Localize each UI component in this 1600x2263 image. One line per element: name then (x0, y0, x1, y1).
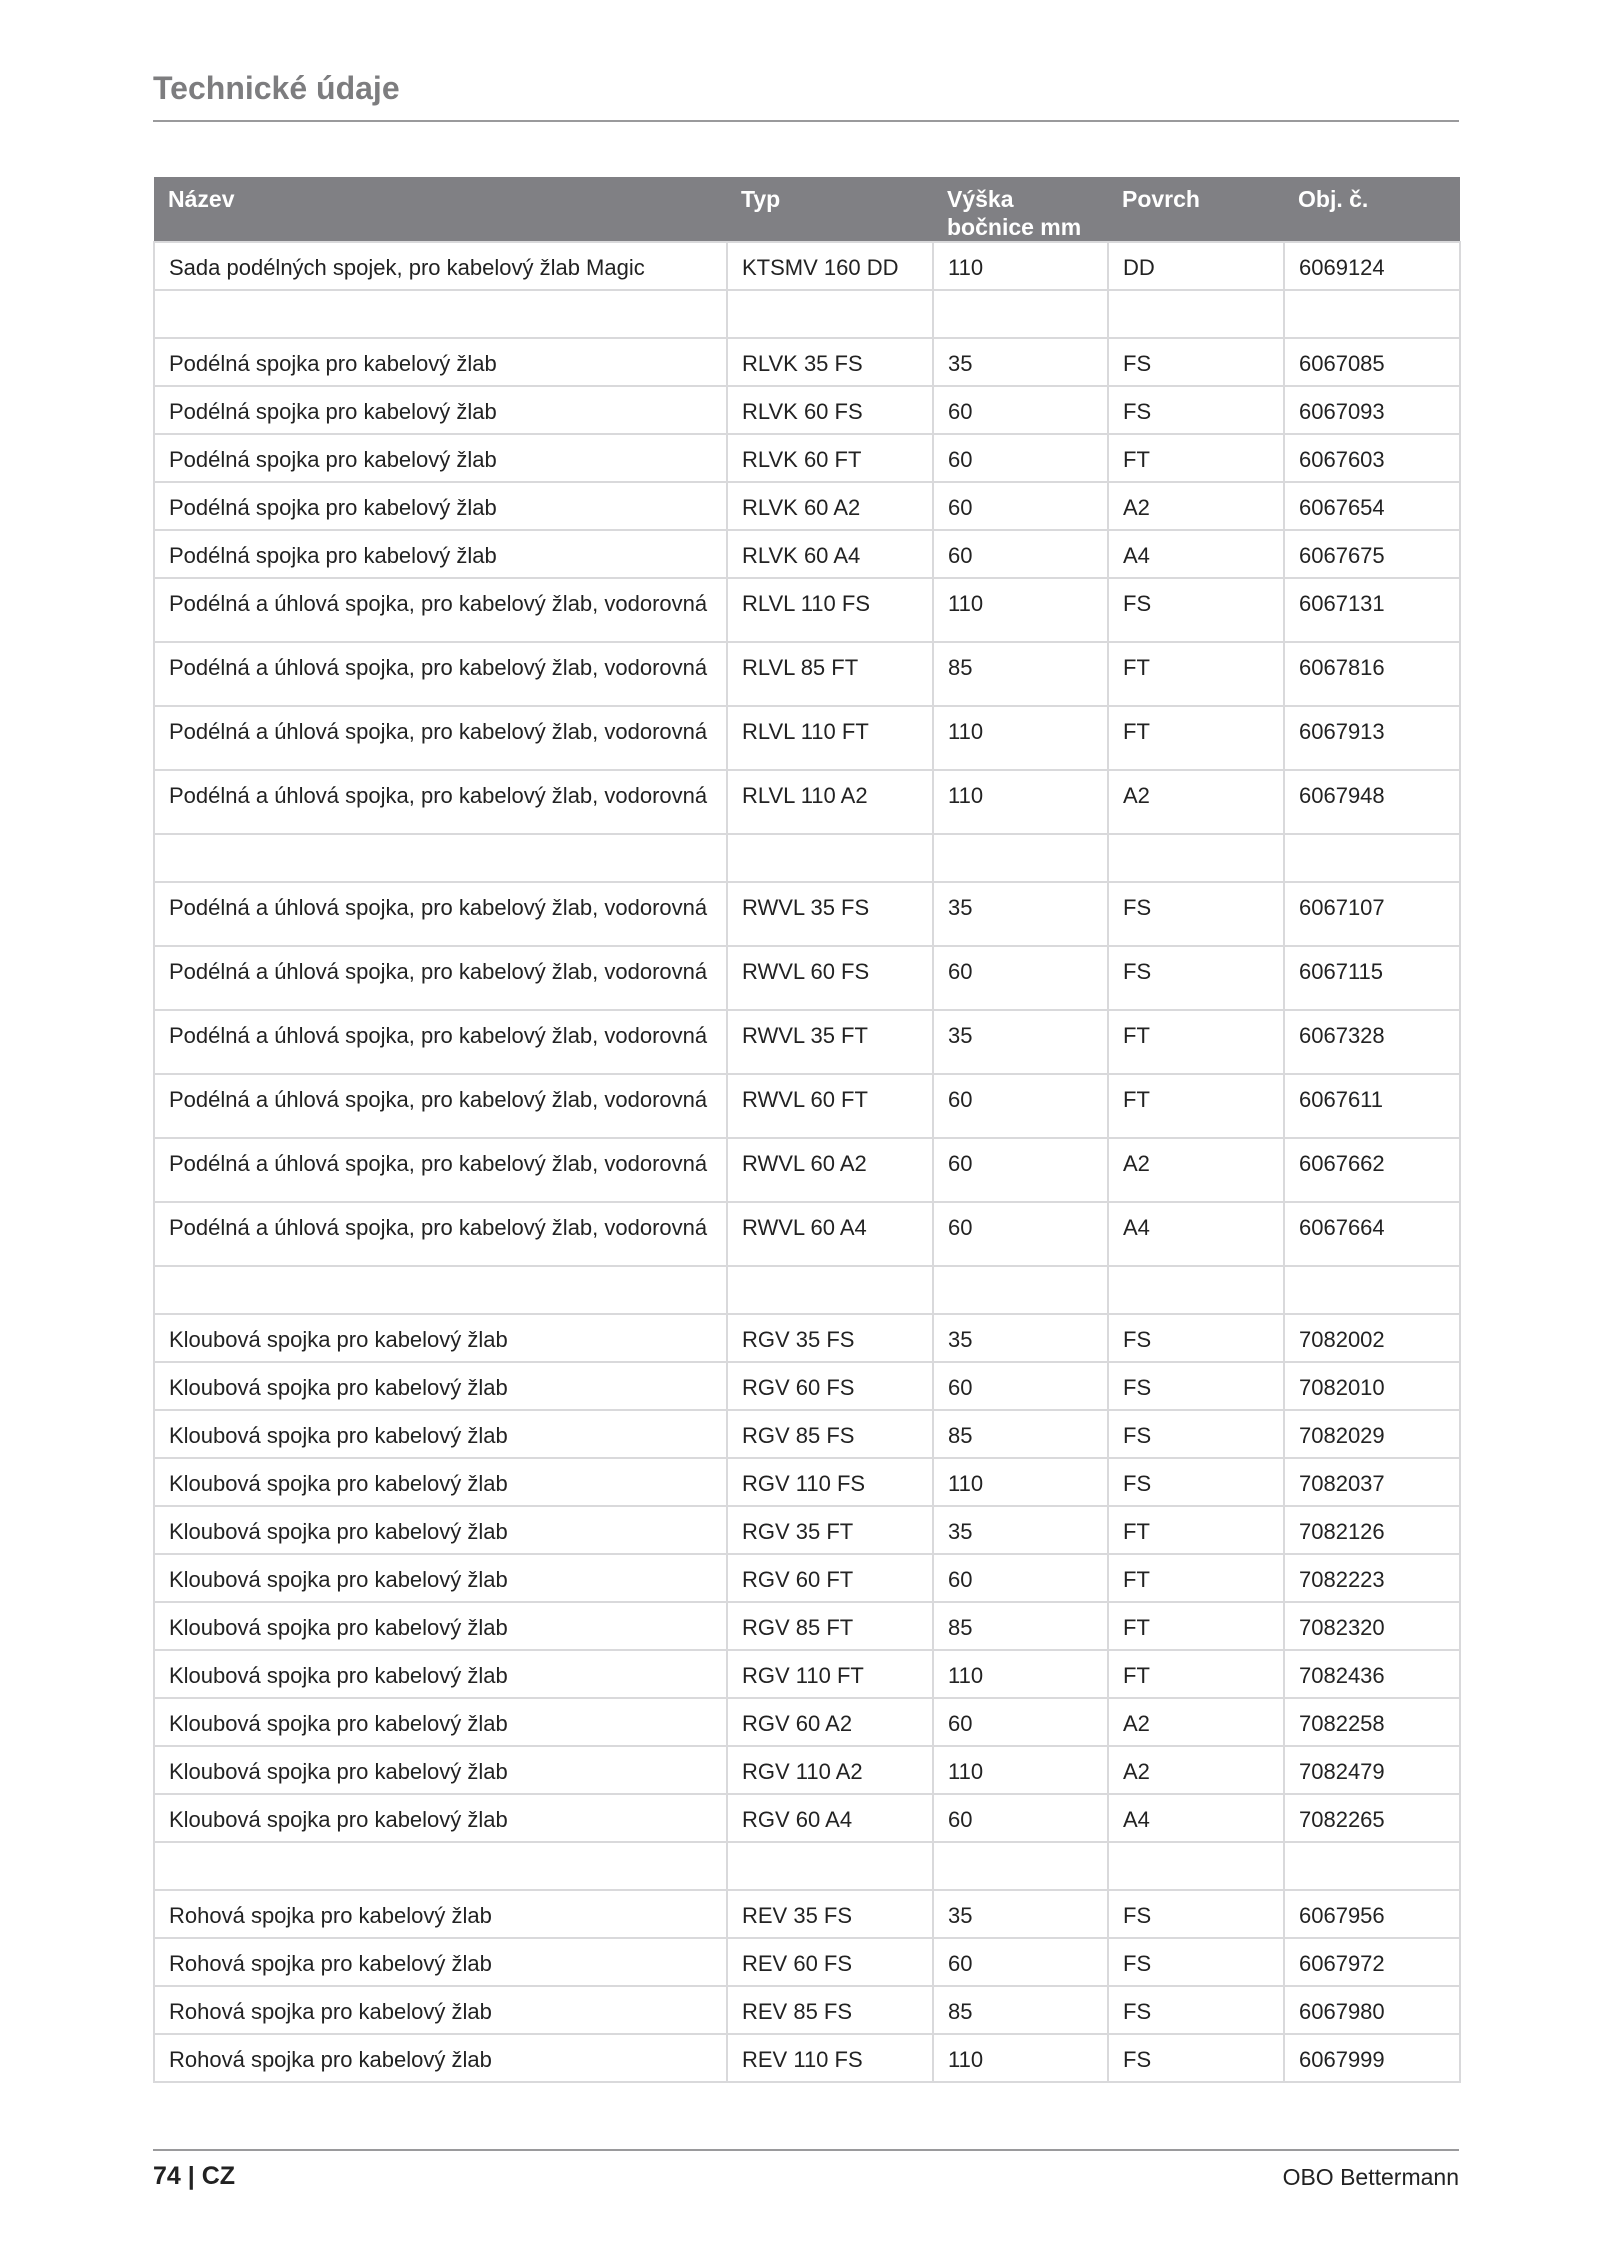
column-header-height: Výška bočnice mm (933, 177, 1108, 242)
cell-height: 60 (933, 1554, 1108, 1602)
cell-type: KTSMV 160 DD (727, 242, 933, 290)
cell-type: RLVL 110 FS (727, 578, 933, 642)
cell-order-number: 7082479 (1284, 1746, 1460, 1794)
column-header-surface: Povrch (1108, 177, 1284, 242)
cell-order-number: 7082265 (1284, 1794, 1460, 1842)
cell-height: 60 (933, 1362, 1108, 1410)
cell-order-number: 6067093 (1284, 386, 1460, 434)
cell-name: Podélná spojka pro kabelový žlab (154, 530, 727, 578)
cell-order-number: 7082258 (1284, 1698, 1460, 1746)
cell-surface: FS (1108, 882, 1284, 946)
cell-height: 60 (933, 1138, 1108, 1202)
cell-order-number (1284, 1842, 1460, 1890)
cell-name: Podélná a úhlová spojka, pro kabelový žlab, vodorovná (154, 1074, 727, 1138)
cell-order-number: 6067913 (1284, 706, 1460, 770)
cell-type: RWVL 60 A4 (727, 1202, 933, 1266)
cell-surface: A2 (1108, 1746, 1284, 1794)
cell-surface: FT (1108, 1010, 1284, 1074)
cell-type: RLVK 60 A2 (727, 482, 933, 530)
table-row (154, 1554, 1460, 1602)
cell-name: Kloubová spojka pro kabelový žlab (154, 1506, 727, 1554)
cell-name: Rohová spojka pro kabelový žlab (154, 2034, 727, 2082)
cell-name: Sada podélných spojek, pro kabelový žlab Magic (154, 242, 727, 290)
empty-row (154, 1266, 1460, 1314)
technical-data-table (153, 177, 1461, 2083)
cell-order-number (1284, 290, 1460, 338)
cell-surface: FT (1108, 642, 1284, 706)
cell-surface: FT (1108, 706, 1284, 770)
cell-order-number: 6067115 (1284, 946, 1460, 1010)
cell-type: RLVK 60 A4 (727, 530, 933, 578)
cell-name: Rohová spojka pro kabelový žlab (154, 1986, 727, 2034)
cell-order-number: 6067816 (1284, 642, 1460, 706)
cell-height: 85 (933, 1602, 1108, 1650)
cell-order-number: 7082002 (1284, 1314, 1460, 1362)
cell-type: RLVL 85 FT (727, 642, 933, 706)
cell-type: RLVK 60 FS (727, 386, 933, 434)
cell-height: 85 (933, 1986, 1108, 2034)
cell-surface: FS (1108, 1362, 1284, 1410)
table-row (154, 434, 1460, 482)
cell-surface: DD (1108, 242, 1284, 290)
cell-type (727, 1266, 933, 1314)
cell-height: 60 (933, 482, 1108, 530)
cell-order-number: 6067662 (1284, 1138, 1460, 1202)
cell-name: Kloubová spojka pro kabelový žlab (154, 1746, 727, 1794)
cell-height: 35 (933, 338, 1108, 386)
cell-height: 35 (933, 1314, 1108, 1362)
cell-surface: A4 (1108, 1202, 1284, 1266)
cell-type: RGV 60 A2 (727, 1698, 933, 1746)
cell-type: RGV 85 FT (727, 1602, 933, 1650)
cell-order-number: 6067675 (1284, 530, 1460, 578)
cell-height: 35 (933, 1890, 1108, 1938)
table-row (154, 1458, 1460, 1506)
cell-name: Podélná spojka pro kabelový žlab (154, 386, 727, 434)
table-row (154, 1314, 1460, 1362)
cell-height: 60 (933, 1074, 1108, 1138)
table-row (154, 1074, 1460, 1138)
cell-type: REV 35 FS (727, 1890, 933, 1938)
table-row (154, 770, 1460, 834)
table-row (154, 706, 1460, 770)
cell-surface: FS (1108, 1314, 1284, 1362)
empty-row (154, 290, 1460, 338)
column-header-type: Typ (727, 177, 933, 242)
cell-height: 110 (933, 2034, 1108, 2082)
cell-order-number: 7082320 (1284, 1602, 1460, 1650)
cell-order-number: 6067956 (1284, 1890, 1460, 1938)
table-row (154, 1506, 1460, 1554)
table-row (154, 1746, 1460, 1794)
cell-height: 60 (933, 386, 1108, 434)
cell-surface: FT (1108, 434, 1284, 482)
cell-name: Podélná spojka pro kabelový žlab (154, 338, 727, 386)
cell-type (727, 834, 933, 882)
cell-surface: FS (1108, 946, 1284, 1010)
cell-surface: FS (1108, 2034, 1284, 2082)
table-row (154, 882, 1460, 946)
table-row (154, 1650, 1460, 1698)
cell-height: 35 (933, 1506, 1108, 1554)
cell-type: RGV 85 FS (727, 1410, 933, 1458)
cell-order-number: 7082037 (1284, 1458, 1460, 1506)
table-row (154, 530, 1460, 578)
cell-order-number: 7082126 (1284, 1506, 1460, 1554)
cell-name: Rohová spojka pro kabelový žlab (154, 1890, 727, 1938)
table-row (154, 1010, 1460, 1074)
cell-name: Podélná a úhlová spojka, pro kabelový žlab, vodorovná (154, 882, 727, 946)
cell-surface: A2 (1108, 1138, 1284, 1202)
cell-order-number: 6067328 (1284, 1010, 1460, 1074)
table-row (154, 1410, 1460, 1458)
cell-height: 60 (933, 1202, 1108, 1266)
cell-surface: A2 (1108, 482, 1284, 530)
cell-name: Podélná a úhlová spojka, pro kabelový žlab, vodorovná (154, 770, 727, 834)
cell-name: Kloubová spojka pro kabelový žlab (154, 1314, 727, 1362)
table-row (154, 1602, 1460, 1650)
cell-order-number (1284, 1266, 1460, 1314)
cell-name: Kloubová spojka pro kabelový žlab (154, 1410, 727, 1458)
cell-height: 35 (933, 1010, 1108, 1074)
cell-order-number: 7082029 (1284, 1410, 1460, 1458)
cell-order-number: 6067999 (1284, 2034, 1460, 2082)
footer-divider (153, 2149, 1459, 2151)
cell-type: RLVL 110 FT (727, 706, 933, 770)
cell-type: REV 110 FS (727, 2034, 933, 2082)
cell-type: RGV 60 FT (727, 1554, 933, 1602)
table-row (154, 1794, 1460, 1842)
column-header-name: Název (154, 177, 727, 242)
cell-order-number: 6067131 (1284, 578, 1460, 642)
column-header-order-number: Obj. č. (1284, 177, 1460, 242)
cell-name (154, 834, 727, 882)
cell-name: Kloubová spojka pro kabelový žlab (154, 1794, 727, 1842)
cell-name: Podélná a úhlová spojka, pro kabelový žlab, vodorovná (154, 1138, 727, 1202)
cell-type: RWVL 35 FS (727, 882, 933, 946)
cell-type: RGV 110 A2 (727, 1746, 933, 1794)
cell-order-number (1284, 834, 1460, 882)
table-row (154, 1938, 1460, 1986)
cell-surface: FS (1108, 1410, 1284, 1458)
cell-height (933, 290, 1108, 338)
cell-type: REV 85 FS (727, 1986, 933, 2034)
cell-order-number: 7082436 (1284, 1650, 1460, 1698)
cell-name: Podélná a úhlová spojka, pro kabelový žlab, vodorovná (154, 1202, 727, 1266)
cell-height: 110 (933, 1650, 1108, 1698)
cell-order-number: 6067664 (1284, 1202, 1460, 1266)
table-header-row (154, 177, 1460, 242)
cell-type: REV 60 FS (727, 1938, 933, 1986)
table-row (154, 1698, 1460, 1746)
header-divider (153, 120, 1459, 122)
cell-surface: FS (1108, 578, 1284, 642)
cell-type: RWVL 60 FT (727, 1074, 933, 1138)
cell-name: Podélná a úhlová spojka, pro kabelový žlab, vodorovná (154, 578, 727, 642)
cell-name (154, 290, 727, 338)
cell-height: 85 (933, 642, 1108, 706)
cell-height: 110 (933, 770, 1108, 834)
cell-surface: A2 (1108, 770, 1284, 834)
cell-type (727, 290, 933, 338)
table-row (154, 242, 1460, 290)
cell-height: 60 (933, 1698, 1108, 1746)
cell-surface: FS (1108, 1986, 1284, 2034)
table-row (154, 1890, 1460, 1938)
table-row (154, 482, 1460, 530)
table-row (154, 1202, 1460, 1266)
brand-name: OBO Bettermann (1282, 2164, 1459, 2190)
cell-order-number: 7082010 (1284, 1362, 1460, 1410)
cell-name: Kloubová spojka pro kabelový žlab (154, 1698, 727, 1746)
cell-type: RGV 35 FS (727, 1314, 933, 1362)
cell-order-number: 7082223 (1284, 1554, 1460, 1602)
cell-type: RWVL 60 FS (727, 946, 933, 1010)
cell-name (154, 1842, 727, 1890)
cell-order-number: 6067972 (1284, 1938, 1460, 1986)
cell-surface: FS (1108, 1938, 1284, 1986)
cell-order-number: 6067654 (1284, 482, 1460, 530)
table-row (154, 338, 1460, 386)
cell-name: Rohová spojka pro kabelový žlab (154, 1938, 727, 1986)
table-row (154, 642, 1460, 706)
cell-surface: FS (1108, 1890, 1284, 1938)
cell-surface: A4 (1108, 530, 1284, 578)
cell-name (154, 1266, 727, 1314)
cell-name: Podélná a úhlová spojka, pro kabelový žlab, vodorovná (154, 642, 727, 706)
cell-name: Kloubová spojka pro kabelový žlab (154, 1362, 727, 1410)
cell-height: 110 (933, 1746, 1108, 1794)
cell-surface (1108, 834, 1284, 882)
cell-order-number: 6067085 (1284, 338, 1460, 386)
cell-surface: A4 (1108, 1794, 1284, 1842)
cell-type: RGV 60 FS (727, 1362, 933, 1410)
cell-type: RWVL 35 FT (727, 1010, 933, 1074)
cell-surface: FT (1108, 1602, 1284, 1650)
cell-surface: FS (1108, 338, 1284, 386)
cell-height: 110 (933, 242, 1108, 290)
cell-height (933, 834, 1108, 882)
empty-row (154, 1842, 1460, 1890)
cell-height (933, 1842, 1108, 1890)
cell-order-number: 6067107 (1284, 882, 1460, 946)
cell-order-number: 6067980 (1284, 1986, 1460, 2034)
table-row (154, 578, 1460, 642)
cell-name: Podélná spojka pro kabelový žlab (154, 482, 727, 530)
table-row (154, 1362, 1460, 1410)
cell-order-number: 6067611 (1284, 1074, 1460, 1138)
cell-name: Kloubová spojka pro kabelový žlab (154, 1458, 727, 1506)
cell-type: RGV 35 FT (727, 1506, 933, 1554)
cell-surface: FT (1108, 1650, 1284, 1698)
cell-type: RLVL 110 A2 (727, 770, 933, 834)
cell-height: 35 (933, 882, 1108, 946)
cell-order-number: 6067948 (1284, 770, 1460, 834)
empty-row (154, 834, 1460, 882)
cell-name: Podélná a úhlová spojka, pro kabelový žlab, vodorovná (154, 706, 727, 770)
cell-surface (1108, 290, 1284, 338)
cell-type: RWVL 60 A2 (727, 1138, 933, 1202)
cell-order-number: 6069124 (1284, 242, 1460, 290)
cell-height: 60 (933, 434, 1108, 482)
cell-name: Kloubová spojka pro kabelový žlab (154, 1602, 727, 1650)
table-row (154, 946, 1460, 1010)
cell-order-number: 6067603 (1284, 434, 1460, 482)
cell-height: 110 (933, 706, 1108, 770)
cell-surface: FT (1108, 1506, 1284, 1554)
cell-name: Podélná a úhlová spojka, pro kabelový žlab, vodorovná (154, 1010, 727, 1074)
cell-surface: FT (1108, 1554, 1284, 1602)
cell-surface: FS (1108, 1458, 1284, 1506)
cell-height: 85 (933, 1410, 1108, 1458)
table-row (154, 1138, 1460, 1202)
cell-type: RLVK 35 FS (727, 338, 933, 386)
cell-type: RGV 110 FT (727, 1650, 933, 1698)
cell-type: RGV 110 FS (727, 1458, 933, 1506)
cell-type: RLVK 60 FT (727, 434, 933, 482)
cell-name: Kloubová spojka pro kabelový žlab (154, 1554, 727, 1602)
cell-height: 110 (933, 578, 1108, 642)
table-row (154, 2034, 1460, 2082)
table-row (154, 1986, 1460, 2034)
cell-surface: FT (1108, 1074, 1284, 1138)
cell-type (727, 1842, 933, 1890)
cell-surface (1108, 1266, 1284, 1314)
cell-type: RGV 60 A4 (727, 1794, 933, 1842)
cell-height: 110 (933, 1458, 1108, 1506)
cell-name: Podélná a úhlová spojka, pro kabelový žlab, vodorovná (154, 946, 727, 1010)
cell-height: 60 (933, 946, 1108, 1010)
cell-height: 60 (933, 530, 1108, 578)
page-title: Technické údaje (153, 70, 400, 106)
table-row (154, 386, 1460, 434)
cell-surface: A2 (1108, 1698, 1284, 1746)
cell-name: Kloubová spojka pro kabelový žlab (154, 1650, 727, 1698)
cell-height (933, 1266, 1108, 1314)
page-number: 74 | CZ (153, 2162, 236, 2190)
cell-name: Podélná spojka pro kabelový žlab (154, 434, 727, 482)
cell-surface: FS (1108, 386, 1284, 434)
cell-height: 60 (933, 1938, 1108, 1986)
cell-surface (1108, 1842, 1284, 1890)
cell-height: 60 (933, 1794, 1108, 1842)
